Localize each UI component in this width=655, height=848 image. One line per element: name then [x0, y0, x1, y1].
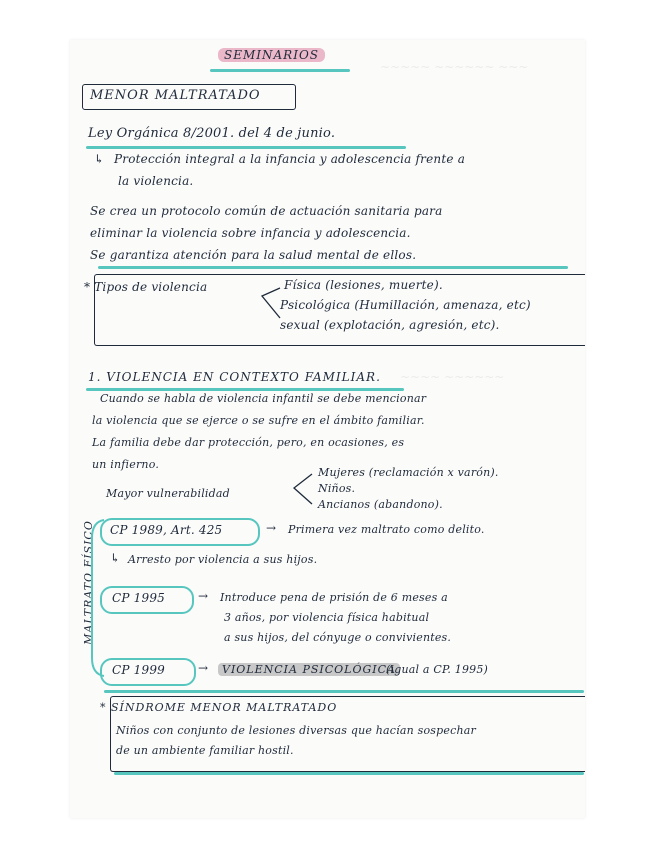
tipos-item: sexual (explotación, agresión, etc). [280, 318, 500, 332]
cp1989-text: Primera vez maltrato como delito. [288, 523, 485, 536]
para2-line: la violencia que se ejerce o se sufre en el ámbito familiar. [92, 414, 425, 427]
arrow-icon: ↳ [94, 152, 105, 166]
cp1995-line: 3 años, por violencia física habitual [224, 611, 430, 624]
proteccion-line-2: la violencia. [118, 174, 194, 188]
brace-arrow-icon [258, 284, 282, 324]
tipos-item: Psicológica (Humillación, amenaza, etc) [280, 298, 531, 312]
para1-line: Se garantiza atención para la salud mental de ellos. [90, 248, 417, 262]
para2-line: un infierno. [92, 458, 160, 471]
tipos-top-bar [98, 266, 568, 269]
cp1989-sub: Arresto por violencia a sus hijos. [128, 553, 318, 566]
sindrome-bottom-bar [114, 772, 584, 775]
sindrome-line: Niños con conjunto de lesiones diversas que hacían sospechar [116, 724, 476, 737]
arrow-icon: ↳ [110, 551, 121, 565]
arrow-icon: → [198, 589, 209, 603]
cp1999-text: (igual a CP. 1995) [386, 663, 489, 676]
sindrome-top-bar [104, 690, 584, 693]
bleed-through-text: ~~~~ ~~~~~~ [400, 370, 505, 384]
para1-line: eliminar la violencia sobre infancia y adolescencia. [90, 226, 411, 240]
ley-underline [86, 146, 406, 149]
cp1995-code: CP 1995 [112, 591, 166, 605]
para2-line: La familia debe dar protección, pero, en ocasiones, es [92, 436, 405, 449]
sindrome-title: * SÍNDROME MENOR MALTRATADO [100, 701, 338, 714]
title-text: SEMINARIOS [218, 48, 325, 62]
para1-line: Se crea un protocolo común de actuación sanitaria para [90, 204, 443, 218]
cp1989-code: CP 1989, Art. 425 [110, 523, 223, 537]
arrow-icon: → [198, 661, 209, 675]
arrow-icon: → [266, 521, 277, 535]
vulnerabilidad-item: Ancianos (abandono). [318, 498, 443, 511]
cp1995-line: Introduce pena de prisión de 6 meses a [220, 591, 448, 604]
page-title [218, 48, 325, 62]
heading2-underline [86, 388, 404, 391]
sindrome-line: de un ambiente familiar hostil. [116, 744, 294, 757]
proteccion-line-1: Protección integral a la infancia y adolescencia frente a [114, 152, 466, 166]
ley-heading: Ley Orgánica 8/2001. del 4 de junio. [88, 126, 336, 141]
cp1999-code: CP 1999 [112, 663, 166, 677]
bleed-through-text: ~~~~~ ~~~~~~ ~~~ [380, 60, 529, 74]
cp1999-highlight: VIOLENCIA PSICOLÓGICA [218, 663, 400, 676]
violencia-familiar-heading: 1. VIOLENCIA EN CONTEXTO FAMILIAR. [88, 370, 381, 384]
notebook-page [70, 40, 585, 818]
cp1995-line: a sus hijos, del cónyuge o convivientes. [224, 631, 452, 644]
cp1999-highlight-wrap [218, 663, 400, 676]
tipos-label: * Tipos de violencia [84, 280, 208, 294]
section-title: MENOR MALTRATADO [90, 88, 261, 103]
maltrato-fisico-side-label: MALTRATO FÍSICO [81, 520, 95, 645]
para2-line: Cuando se habla de violencia infantil se debe mencionar [100, 392, 427, 405]
vulnerabilidad-label: Mayor vulnerabilidad [106, 487, 230, 500]
vulnerabilidad-item: Niños. [318, 482, 356, 495]
tipos-item: Física (lesiones, muerte). [284, 278, 443, 292]
title-underline [210, 69, 350, 72]
brace-arrow-icon [290, 470, 314, 510]
vulnerabilidad-item: Mujeres (reclamación x varón). [318, 466, 499, 479]
